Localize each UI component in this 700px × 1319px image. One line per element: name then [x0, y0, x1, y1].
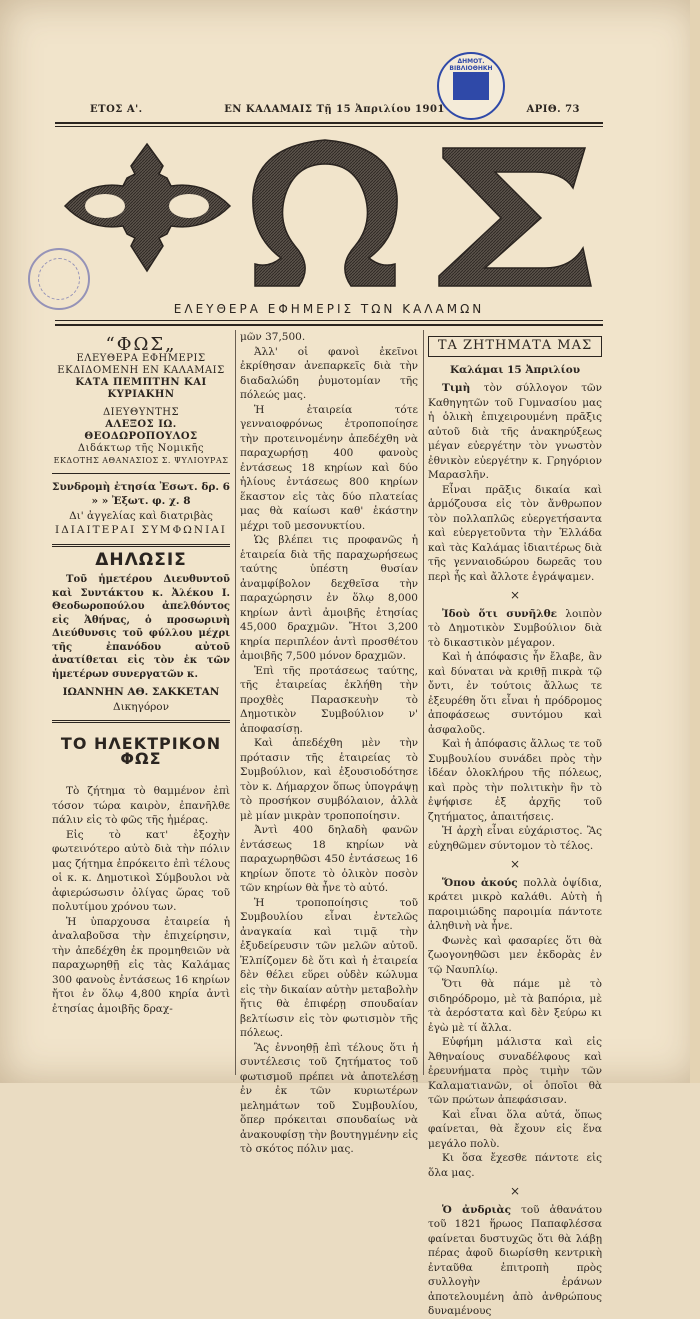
- double-divider: [52, 544, 230, 547]
- director-title: ΔΙΕΥΘΥΝΤΗΣ: [102, 406, 180, 418]
- notice-text: Τοῦ ἡμετέρου Διευθυντοῦ καὶ Συντάκτου κ. Ἀλέκου Ι. Θεοδωροπούλου ἀπελθόντος εἰς Ἀθήνας, ὁ προσωρινὴ Διεύθυνσις τοῦ φύλλου μέχρι τῆς ἐπανόδου αὐτοῦ ἀνατίθεται εἰς τὸν ἐκ τῶν ἡμετέρων συνεργατῶν κ.: [52, 574, 230, 680]
- col3-paragraph-8: Φωνὲς καὶ φασαρίες ὅτι θὰ ζωογονηθῶσι μεν ἐκδορὰς ἐν τῷ Ναυπλίῳ.: [428, 934, 602, 976]
- col2-paragraph-1: μῶν 37,500.: [240, 331, 306, 343]
- subscription-domestic: Συνδρομὴ ἐτησία Ἐσωτ. δρ. 6: [52, 480, 230, 493]
- col2-paragraph-2: Ἀλλ' οἱ φανοὶ ἐκεῖνοι ἐκρίθησαν ἀνεπαρκεῖς διὰ τὴν διαδαλώδη ῥυμοτομίαν τῆς πόλεώς μας.: [240, 345, 418, 401]
- article-title: ΤΟ ΗΛΕΚΤΡΙΚΟΝ ΦΩΣ: [60, 734, 222, 768]
- paper-desc-1: ΕΛΕΥΘΕΡΑ ΕΦΗΜΕΡΙΣ: [76, 352, 206, 364]
- column-1: [52, 330, 230, 1016]
- director-role: Διδάκτωρ τῆς Νομικῆς: [77, 442, 205, 454]
- issue-number: ΑΡΙΘ. 73: [526, 104, 580, 115]
- subtitle-rule-top: [55, 320, 603, 321]
- section-separator-mark: ×: [509, 588, 521, 602]
- section-separator-mark: ×: [509, 857, 521, 871]
- col3-paragraph-7: πολλὰ ὀψίδια, κράτει μικρὸ καλάθι. Αὐτὴ ἡ παροιμιώδης παροιμία πάντοτε ἀληθινὴ νὰ ἦνε.: [428, 876, 603, 932]
- col3-paragraph-5: Καὶ ἡ ἀπόφασις ἄλλως τε τοῦ Συμβουλίου συνάδει πρὸς τὴν ἰδέαν ὁλοκλήρου τῆς πόλεως, καὶ πρὸς τὴν πολιτικὴν ἣν τὸ ἐψήφισε ἐξ ἀρχῆς τοῦ ζητήματος, ἀπαιτήσεις.: [428, 738, 602, 823]
- page-edge: [690, 0, 700, 1083]
- double-divider-2: [52, 720, 230, 723]
- ads-line: Δι' ἀγγελίας καὶ διατριβὰς: [69, 509, 213, 522]
- col2-paragraph-3: Ἡ ἐταιρεία τότε γενναιοφρόνως ἐτροποποίησε τὴν προτεινομένην ἀπεδέχθη νὰ παραχωρήσῃ 400 φανοὺς ἐντάσεως 18 κηρίων καὶ δύο ἡλίους ἐντάσεως 800 κηρίων ἕκαστον εἰς τὰς δύο πλατείας μας θὰ καίωσι καθ' ἑκάστην μέχρι τοῦ μεσονυκτίου.: [240, 403, 418, 532]
- omega-letter-icon: [253, 140, 397, 286]
- col2-paragraph-9: Ἂς ἐννοηθῇ ἐπὶ τέλους ὅτι ἡ συντέλεσις τοῦ ζητήματος τοῦ φωτισμοῦ πρέπει νὰ ἀποτελέσῃ ἐν ἐκ τῶν κυριωτέρων μελημάτων τοῦ Συμβουλίου, ὅπερ πρόκειται σπουδαίως νὰ ἀνακουφίσῃ τὴν βουτηγμένην εἰς τὸ σκότος πόλιν μας.: [240, 1041, 418, 1155]
- col2-paragraph-4: Ὡς βλέπει τις προφανῶς ἡ ἑταιρεία διὰ τῆς παραχωρήσεως ταύτης ὑπέστη θυσίαν ἀναμφίβολον δεχθεῖσα τὴν παραχώρησιν ἐν ὅλῳ 8,000 κηρίων ἀντὶ ἀμοιβῆς ἐτησίας 45,000 δραχμῶν. Ἤτοι 3,200 κηρία περιπλέον ἀντὶ προσθέτου ἀμοιβῆς 7,500 μόνον δραχμῶν.: [240, 534, 418, 662]
- director-name: ΑΛΕΞΟΣ ΙΩ. ΘΕΟΔΩΡΟΠΟΥΛΟΣ: [84, 418, 198, 442]
- phi-letter-icon: [65, 144, 230, 271]
- col3-paragraph-11: Καὶ εἶναι ὅλα αὐτά, ὅπως φαίνεται, θὰ ἔχουν εἰς ἕνα μεγάλο πολὺ.: [428, 1108, 602, 1150]
- column-separator-2: [423, 330, 424, 1075]
- col3-paragraph-4: Καὶ ἡ ἀπόφασις ἦν ἔλαβε, ἂν καὶ δύναται νὰ κριθῇ πικρὰ τῷ ὄντι, ἐν τούτοις ἄλλως τε ἐξευρέθη ὅτι εἶναι ἡ πρόδρομος ἀποφάσεως συντόμου καὶ ἀσφαλοῦς.: [428, 651, 602, 736]
- article-paragraph-3: Ἡ ὑπαρχουσα ἐταιρεία ἡ ἀναλαβοῦσα τὴν ἐπιχείρησιν, τὴν ἀπεδέχθη ἐκ προμηθειῶν νὰ παραχωρηθῇ εἰς τὰς Καλάμας 300 φανοὺς ἐντάσεως 16 κηρίων ἤτοι ἐν ὅλῳ 4,800 κηρία ἀντὶ ἐτησίας ἀμοιβῆς δραχ-: [52, 915, 230, 1015]
- col3-paragraph-10: Εὐφήμη μάλιστα καὶ εἰς Ἀθηναίους συναδέλφους καὶ ἐρευνήματα πρὸς τιμὴν τῶν Καλαματιανῶν, οἱ ὁποῖοι θὰ τῶν πρώτων ἀπεφάσισαν.: [428, 1036, 602, 1106]
- column-2: [240, 330, 418, 1157]
- year-label: ΕΤΟΣ Α'.: [90, 104, 143, 115]
- special-agreements: ΙΔΙΑΙΤΕΡΑΙ ΣΥΜΦΩΝΙΑΙ: [55, 524, 227, 536]
- col3-paragraph-3: λοιπὸν τὸ Δημοτικὸν Συμβούλιον διὰ τὸ δικαστικὸν μέγαρον.: [428, 607, 602, 649]
- article-paragraph-1: Τὸ ζήτημα τὸ θαμμένον ἐπὶ τόσον τώρα καιρὸν, ἐπανῆλθε πάλιν εἰς τὸ φῶς τῆς ἡμέρας.: [52, 785, 230, 826]
- lead-word: Ὅπου ἀκούς: [442, 876, 518, 889]
- article-paragraph-2: Εἰς τὸ κατ' ἐξοχὴν φωτεινότερο αὐτὸ διὰ τὴν πόλιν μας ζήτημα ἐπρόκειτο ἐπὶ τέλους οἱ κ. κ. Δημοτικοὶ Σύμβουλοι νὰ ἀφιερώσωσιν ὀλίγας ὥρας τοῦ πολυτίμου χρόνου των.: [52, 828, 230, 913]
- col2-paragraph-8: Ἡ τροποποίησις τοῦ Συμβουλίου εἶναι ἐντελῶς ἀναγκαία καὶ τιμᾷ τὴν ἐξυδείρευσιν τῶν μελῶν αὐτοῦ. Ἐλπίζομεν δὲ ὅτι καὶ ἡ ἑταιρεία δὲν θέλει εὕρει οὐδὲν κώλυμα εἰς τὴν δικαίαν αὐτὴν μεταβολὴν ἥτις θὰ ἐπιφέρῃ σπουδαίαν βελτίωσιν εἰς τὸν φωτισμὸν τῆς πόλεως.: [240, 896, 418, 1039]
- col3-paragraph-6: Ἡ ἀρχὴ εἶναι εὐχάριστος. Ἂς εὐχηθῶμεν σύντομον τὸ τέλος.: [428, 825, 602, 852]
- col2-paragraph-7: Ἀντὶ 400 δηλαδὴ φανῶν ἐντάσεως 18 κηρίων νὰ παραχωρηθῶσι 450 ἐντάσεως 16 κηρίων ὅποτε τὸ ὁλικὸν ποσὸν τῶν κηρίων θὰ ἦνε τὸ αὐτό.: [240, 824, 418, 894]
- paper-name: “ΦΩΣ„: [105, 334, 177, 355]
- subscription-foreign: » » Ἐξωτ. φ. χ. 8: [91, 495, 191, 507]
- lead-word: Τιμὴ: [442, 382, 471, 394]
- col3-paragraph-13: τοῦ ἀθανάτου τοῦ 1821 ἥρωος Παπαφλέσσα φαίνεται δυστυχῶς ὅτι θὰ λάβῃ πέρας ἀφοῦ διωρίσθη κεντρικὴ ἐνταῦθα ἐπιτροπὴ πρὸς συλλογὴν ἐράνων ἀποτελουμένη ἀπὸ ἀνθρώπους δυναμένους: [428, 1203, 603, 1317]
- masthead: [55, 126, 603, 301]
- divider: [52, 473, 230, 474]
- col2-paragraph-5: Ἐπὶ τῆς προτάσεως ταύτης, τῆς ἑταιρείας ἐκλήθη τὴν προχθὲς Παρασκευὴν τὸ Δημοτικὸν Συμβούλιον ν' ἀποφασίσῃ.: [240, 664, 418, 735]
- top-rule: [55, 122, 603, 124]
- publisher: ΕΚΔΟΤΗΣ ΑΘΑΝΑΣΙΟΣ Σ. ΨΥΛΙΟΥΡΑΣ: [53, 455, 229, 465]
- dateline: Καλάμαι 15 Ἀπριλίου: [449, 363, 581, 376]
- notice-role: Δικηγόρον: [112, 700, 170, 713]
- column-separator-1: [235, 330, 236, 1075]
- col3-paragraph-2: Εἶναι πρᾶξις δικαία καὶ ἁρμόζουσα εἰς τὸν ἄνθρωπον τὸν πολλαπλῶς εὐεργετήσαντα καὶ εὐεργετοῦντα τὴν Ἑλλάδα καὶ τὰς Καλάμας ἰδιαιτέρως διὰ τῆς γενναιοδώρου δωρεᾶς του περὶ ἧς καὶ ἄλλοτε ἐγράψαμεν.: [428, 483, 602, 583]
- section-separator-mark: ×: [509, 1184, 521, 1198]
- issue-meta-line: [90, 104, 580, 115]
- column-3: [428, 330, 602, 1319]
- publication-days: ΚΑΤΑ ΠΕΜΠΤΗΝ ΚΑΙ ΚΥΡΙΑΚΗΝ: [75, 376, 207, 400]
- lead-word: Ἰδοὺ ὅτι συνῆλθε: [442, 607, 557, 620]
- col3-paragraph-1: τὸν σύλλογον τῶν Καθηγητῶν τοῦ Γυμνασίου μας ἡ ὁλικὴ ἐπιχειρουμένη πρᾶξις αὐτοῦ διὰ τῆς ἀνακηρύξεως μέγαν εὐεργέτην τὸν γνωστὸν ἐθνικὸν εὐεργέτην κ. Γρηγόριον Μαρασλῆν.: [428, 382, 602, 481]
- col2-paragraph-6: Καὶ ἀπεδέχθη μὲν τὴν πρότασιν τῆς ἑταιρείας τὸ Συμβούλιον, καὶ ἐξουσιοδότησε τὸν κ. Δήμαρχον ὅπως ὑπογράψῃ τὸ προσήκον συμβόλαιον, ἀλλὰ μὲ μίαν μικρὰν τροποποίησιν.: [240, 737, 418, 822]
- lead-word: Ὁ ἀνδριὰς: [442, 1203, 512, 1216]
- section-title: ΤΑ ΖΗΤΗΜΑΤΑ ΜΑΣ: [428, 336, 602, 357]
- col3-paragraph-12: Κι ὅσα ἔχεσθε πάντοτε εἰς ὅλα μας.: [428, 1152, 602, 1179]
- masthead-letters: [55, 126, 603, 301]
- library-stamp-text: ΔΗΜΟΤ. ΒΙΒΛΙΟΘΗΚΗ ΚΑΛΑΜΩΝ: [449, 58, 493, 79]
- masthead-subtitle: ΕΛΕΥΘΕΡΑ ΕΦΗΜΕΡΙΣ ΤΩΝ ΚΑΛΑΜΩΝ: [173, 302, 485, 316]
- place-date: ΕΝ ΚΑΛΑΜΑΙΣ Τῇ 15 Ἀπριλίου 1901: [224, 104, 445, 115]
- sigma-letter-icon: [439, 148, 591, 286]
- paper-desc-2: ΕΚΔΙΔΟΜΕΝΗ ΕΝ ΚΑΛΑΜΑΙΣ: [57, 364, 225, 376]
- col3-paragraph-9: Ὅτι θὰ πάμε μὲ τὸ σιδηρόδρομο, μὲ τὰ βαπόρια, μὲ τὰ ἀερόστατα καὶ δὲν ξεύρω κι ἐγὼ μὲ τί ἄλλα.: [428, 978, 602, 1034]
- subtitle-rule-bottom: [55, 324, 603, 326]
- notice-name: ΙΩΑΝΝΗΝ ΑΘ. ΣΑΚΚΕΤΑΝ: [62, 686, 220, 698]
- notice-title: ΔΗΛΩΣΙΣ: [95, 549, 187, 570]
